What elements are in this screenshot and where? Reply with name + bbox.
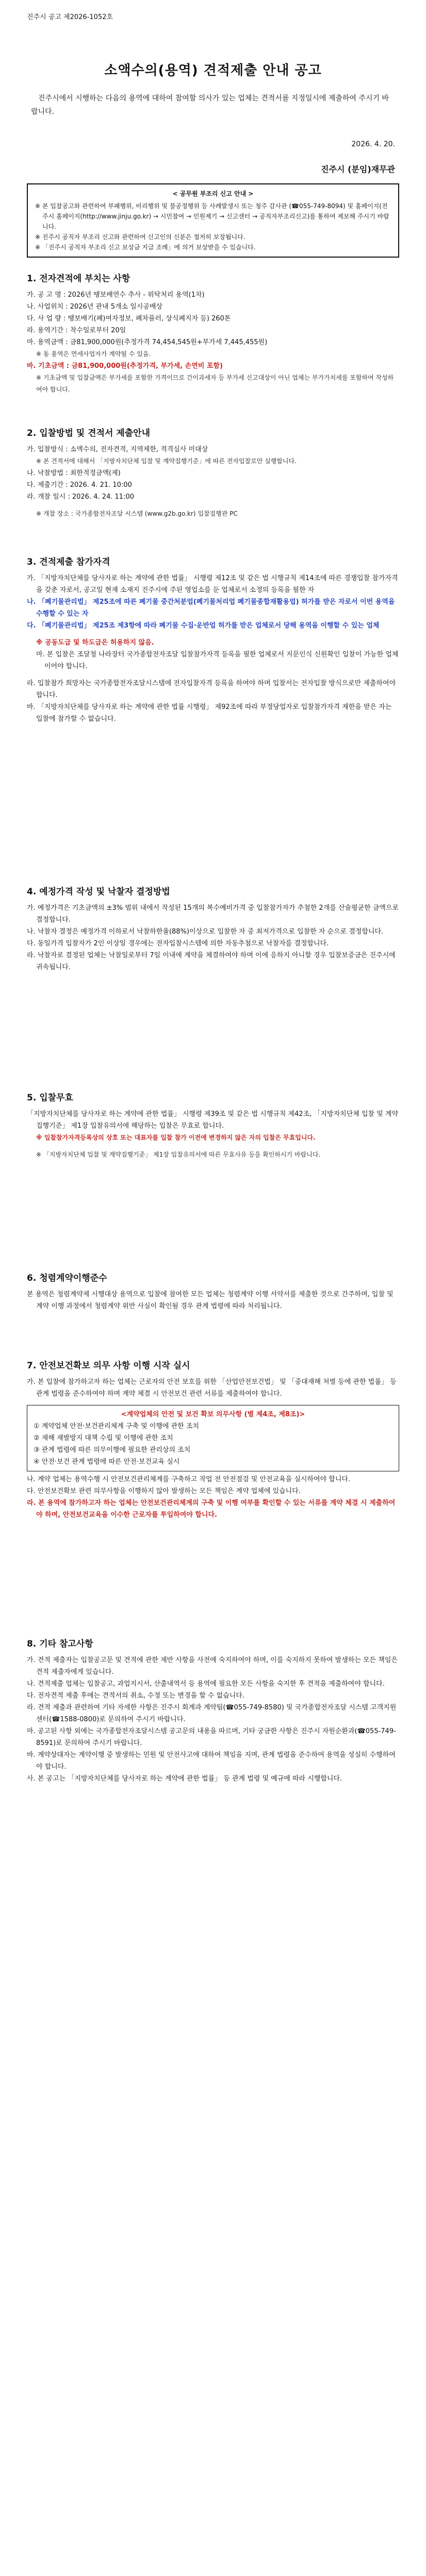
note: ※ 「지방자치단체 입찰 및 계약집행기준」 제1장 입찰유의서에 따른 무효사유 등을 확인하시기 바랍니다.	[36, 1151, 321, 1158]
issuer: 진주시 (분임)재무관	[321, 164, 395, 174]
note: ※ 기초금액 및 입찰금액은 부가세를 포함한 가격이므로 간이과세자 등 부가세 신고대상이 아닌 업체는 부가가치세를 포함하여 작성하여야 합니다.	[36, 374, 394, 393]
list-item: 사. 본 공고는 「지방자치단체를 당사자로 하는 계약에 관한 법률」 등 관계 법령 및 예규에 따라 시행합니다.	[27, 1775, 342, 1783]
obligations-box	[27, 1405, 399, 1471]
section-heading: 6. 청렴계약이행준수	[27, 1273, 107, 1283]
page-title: 소액수의(용역) 견적제출 안내 공고	[104, 63, 322, 78]
list-item: 가. 본 입찰에 참가하고자 하는 업체는 근로자의 안전 보호를 위한 「산업안전보건법」 및 「중대재해 처벌 등에 관한 법률」 등 관계 법령을 준수하여야 하며 계약 체결 시 안전보건 관련 서류를 제출하여야 합니다.	[27, 1378, 397, 1398]
notice-number: 진주시 공고 제2026-1052호	[27, 13, 113, 21]
section-7	[27, 1360, 399, 1521]
section-2	[27, 428, 399, 520]
section-6	[27, 1273, 399, 1312]
list-item: 다. 동일가격 입찰자가 2인 이상일 경우에는 전자입찰시스템에 의한 자동추첨으로 낙찰자를 결정합니다.	[27, 940, 329, 947]
list-item: 나. 낙찰방법 : 최한적정금액(제)	[27, 469, 121, 477]
list-item: 바. 계약상대자는 계약이행 중 발생하는 민원 및 안전사고에 대하여 책임을 지며, 관계 법령을 준수하여 용역을 성실히 수행하여야 합니다.	[27, 1751, 396, 1771]
list-item: 나. 사업위치 : 2026년 관내 5개소 일시공배상	[27, 303, 163, 311]
section-heading: 5. 입찰무효	[27, 1093, 73, 1103]
warning-line: ※ 본 입찰공고와 관련하여 부패행위, 비리행위 및 불공정행위 등 사례발생시 또는 청주 감사관 (☎055-749-8094) 및 홈페이지(전주시 홈페이지(http://www.jinju.go.kr) → 시민참여 → 민원제기 → 신고센터 → 공직자부조리신고)를 통하여 제보해 주시기 바랍니다.	[35, 202, 389, 230]
list-item: 마. 공고된 사항 외에는 국가종합전자조달시스템 공고문의 내용을 따르며, 기타 궁금한 사항은 진주시 자원순환과(☎055-749-8591)로 문의하여 주시기 바랍니다.	[27, 1727, 396, 1747]
list-item: 「지방자치단체를 당사자로 하는 계약에 관한 법률」 시행령 제39조 및 같은 법 시행규칙 제42조, 「지방자치단체 입찰 및 계약집행기준」 제1장 입찰유의서에 해당하는 입찰은 무효로 합니다.	[27, 1110, 399, 1130]
intro-paragraph: 진주시에서 시행하는 다음의 용역에 대하여 참여할 의사가 있는 업체는 견적서를 지정일시에 제출하여 주시기 바랍니다.	[31, 94, 389, 116]
section-5	[27, 1092, 399, 1161]
sub-item: ※ 공동도급 및 하도급은 허용하지 않음.	[36, 639, 154, 647]
list-item: 가. 입찰방식 : 소액수의, 전자견적, 지역제한, 적격심사 미대상	[27, 446, 208, 453]
warning-line: ※ 진주시 공직자 부조리 신고와 관련하여 신고인의 신분은 철저히 보장됩니다.	[35, 233, 245, 241]
section-4	[27, 886, 399, 973]
section-heading: 3. 견적제출 참가자격	[27, 557, 110, 567]
list-item: 나. 낙찰자 결정은 예정가격 이하로서 낙찰하한율(88%)이상으로 입찰한 자 중 최저가격으로 입찰한 자 순으로 결정합니다.	[27, 928, 384, 936]
list-item: 라. 낙찰자로 결정된 업체는 낙찰일로부터 7일 이내에 계약을 체결하여야 하며 이에 응하지 아니할 경우 입찰보증금은 진주시에 귀속됩니다.	[27, 952, 396, 971]
list-item: 다. 사 업 량 : 땡보배기(폐)여자정보, 폐차플러, 상식폐지자 등) 260톤	[27, 315, 231, 323]
list-item: 나. 「폐기물관리법」 제25조에 따른 폐기물 중간처분업(폐기물처리업 폐기물종합재활용업) 허가를 받은 자로서 이번 용역을 수행할 수 있는 자	[27, 598, 395, 618]
section-8	[27, 1638, 399, 1785]
list-item: 나. 계약 업체는 용역수행 시 안전보건관리체계를 구축하고 작업 전 안전점검 및 안전교육을 실시하여야 합니다.	[27, 1476, 351, 1483]
list-item: 바. 기초금액 : 금81,900,000원(추정가격, 부가세, 손연비 포함)	[27, 362, 223, 370]
list-item: 다. 「폐기물관리법」 제25조 제3항에 따라 폐기물 수집·운반업 허가를 받은 업체로서 당해 용역을 이행할 수 있는 업체	[27, 622, 380, 630]
list-item: 마. 용역금액 : 금81,900,000원(추정가격 74,454,545원+부가세 7,445,455원)	[27, 338, 268, 346]
obligations-title: <계약업체의 안전 및 보건 확보 의무사항 (별 제4조, 제8조)>	[121, 1411, 305, 1418]
corruption-report-box	[27, 183, 399, 258]
section-heading: 2. 입찰방법 및 견적서 제출안내	[27, 428, 151, 438]
list-item: 가. 견적 제출자는 입찰공고문 및 견적에 관한 제반 사항을 사전에 숙지하여야 하며, 이를 숙지하지 못하여 발생하는 모든 책임은 견적 제출자에게 있습니다.	[27, 1656, 398, 1676]
section-heading: 7. 안전보건확보 의무 사항 이행 시작 실시	[27, 1361, 190, 1371]
list-item: 라. 입찰참가 희망자는 국가종합전자조달시스템에 전자입찰자격 등록을 하여야 하며 입찰서는 전자입찰 방식으로만 제출하여야 합니다.	[27, 680, 396, 699]
section-heading: 1. 전자견적에 부치는 사항	[27, 274, 130, 284]
list-item: 가. 「지방자치단체를 당사자로 하는 계약에 관한 법률」 시행령 제12조 및 같은 법 시행규칙 제14조에 따른 경쟁입찰 참가자격을 갖춘 자로서, 공고일 현재 소재지 진주시에 주된 영업소를 둔 업체로서 소정의 등록을 필한 자	[27, 574, 398, 594]
obligation-line: ① 계약업체 안전·보건관리체계 구축 및 이행에 관한 조치	[34, 1422, 199, 1430]
list-item: 라. 본 용역에 참가하고자 하는 업체는 안전보건관리체계의 구축 및 이행 여부를 확인할 수 있는 서류를 계약 체결 시 제출하여야 하며, 안전보건교육을 이수한 근로자를 투입하여야 합니다.	[27, 1499, 396, 1519]
section-3	[27, 556, 399, 725]
note: ※ 본 견적서에 대해서 「지방자치단체 입찰 및 계약집행기준」에 따른 전자입찰로만 실행합니다.	[36, 457, 297, 465]
obligation-line: ② 재해 재발방지 대책 수립 및 이행에 관한 조치	[34, 1434, 173, 1442]
list-item: 다. 안전보건확보 관련 의무사항을 이행하지 않아 발생하는 모든 책임은 계약 업체에 있습니다.	[27, 1487, 301, 1495]
list-item: 나. 견적제출 업체는 입찰공고, 과업지시서, 산출내역서 등 용역에 필요한 모든 사항을 숙지한 후 견적을 제출하여야 합니다.	[27, 1680, 385, 1688]
note: ※ 개찰 장소 : 국가종합전자조달 시스템 (www.g2b.go.kr) 입찰집행관 PC	[36, 510, 238, 517]
list-item: 다. 제출기간 : 2026. 4. 21. 10:00	[27, 481, 132, 489]
list-item: 바. 「지방자치단체를 당사자로 하는 계약에 관한 법률 시행령」 제92조에 따라 부정당업자로 입찰참가자격 제한을 받은 자는 입찰에 참가할 수 없습니다.	[27, 703, 392, 723]
list-item: 가. 예정가격은 기초금액의 ±3% 범위 내에서 작성된 15개의 복수예비가격 중 입찰참가자가 추첨한 2개를 산술평균한 금액으로 결정합니다.	[27, 904, 399, 924]
note: ※ 입찰참가자격등록상의 상호 또는 대표자를 입찰 참가 이전에 변경하지 않은 자의 입찰은 무효입니다.	[36, 1134, 316, 1141]
list-item: 본 용역은 청렴계약제 시행대상 용역으로 입찰에 참여한 모든 업체는 청렴계약 이행 서약서를 제출한 것으로 간주하며, 입찰 및 계약 이행 과정에서 청렴계약 위반 사실이 확인될 경우 관계 법령에 따라 처리됩니다.	[27, 1291, 394, 1310]
sub-item: 마. 본 입찰은 조달청 나라장터 국가종합전자조달 입찰참가자격 등록을 필한 업체로서 지문인식 신원확인 입찰이 가능한 업체이어야 합니다.	[36, 651, 399, 670]
section-heading: 8. 기타 참고사항	[27, 1639, 93, 1649]
section-heading: 4. 예정가격 작성 및 낙찰자 결정방법	[27, 887, 170, 897]
warning-line: ※ 「진주시 공직자 부조리 신고 보상금 지급 조례」에 의거 보상받을 수 있습니다.	[35, 244, 256, 251]
list-item: 가. 공 고 명 : 2026년 땡보배연수 추사 - 위탁처리 용역(1차)	[27, 291, 205, 299]
list-item: 라. 용역기간 : 착수일로부터 20일	[27, 327, 126, 334]
obligation-line: ④ 안전·보건 관계 법령에 따른 안전·보건교육 실시	[34, 1458, 180, 1466]
notice-date: 2026. 4. 20.	[351, 140, 395, 148]
obligation-line: ③ 관계 법령에 따른 의무이행에 필요한 관리상의 조치	[34, 1446, 191, 1454]
list-item: 다. 전자견적 제출 후에는 견적서의 취소, 수정 또는 변경을 할 수 없습니다.	[27, 1692, 245, 1700]
note: ※ 동 용역은 면세사업자가 계약될 수 있음.	[36, 350, 151, 358]
list-item: 라. 개찰 일시 : 2026. 4. 24. 11:00	[27, 493, 134, 501]
list-item: 라. 견적 제출과 관련하여 기타 자세한 사항은 진주시 회계과 계약팀(☎055-749-8580) 및 국가종합전자조달 시스템 고객지원센터(☎1588-0800)로 문의하여 주시기 바랍니다.	[27, 1704, 397, 1723]
section-1	[27, 273, 399, 396]
warning-title: < 공무원 부조리 신고 안내 >	[172, 190, 254, 197]
